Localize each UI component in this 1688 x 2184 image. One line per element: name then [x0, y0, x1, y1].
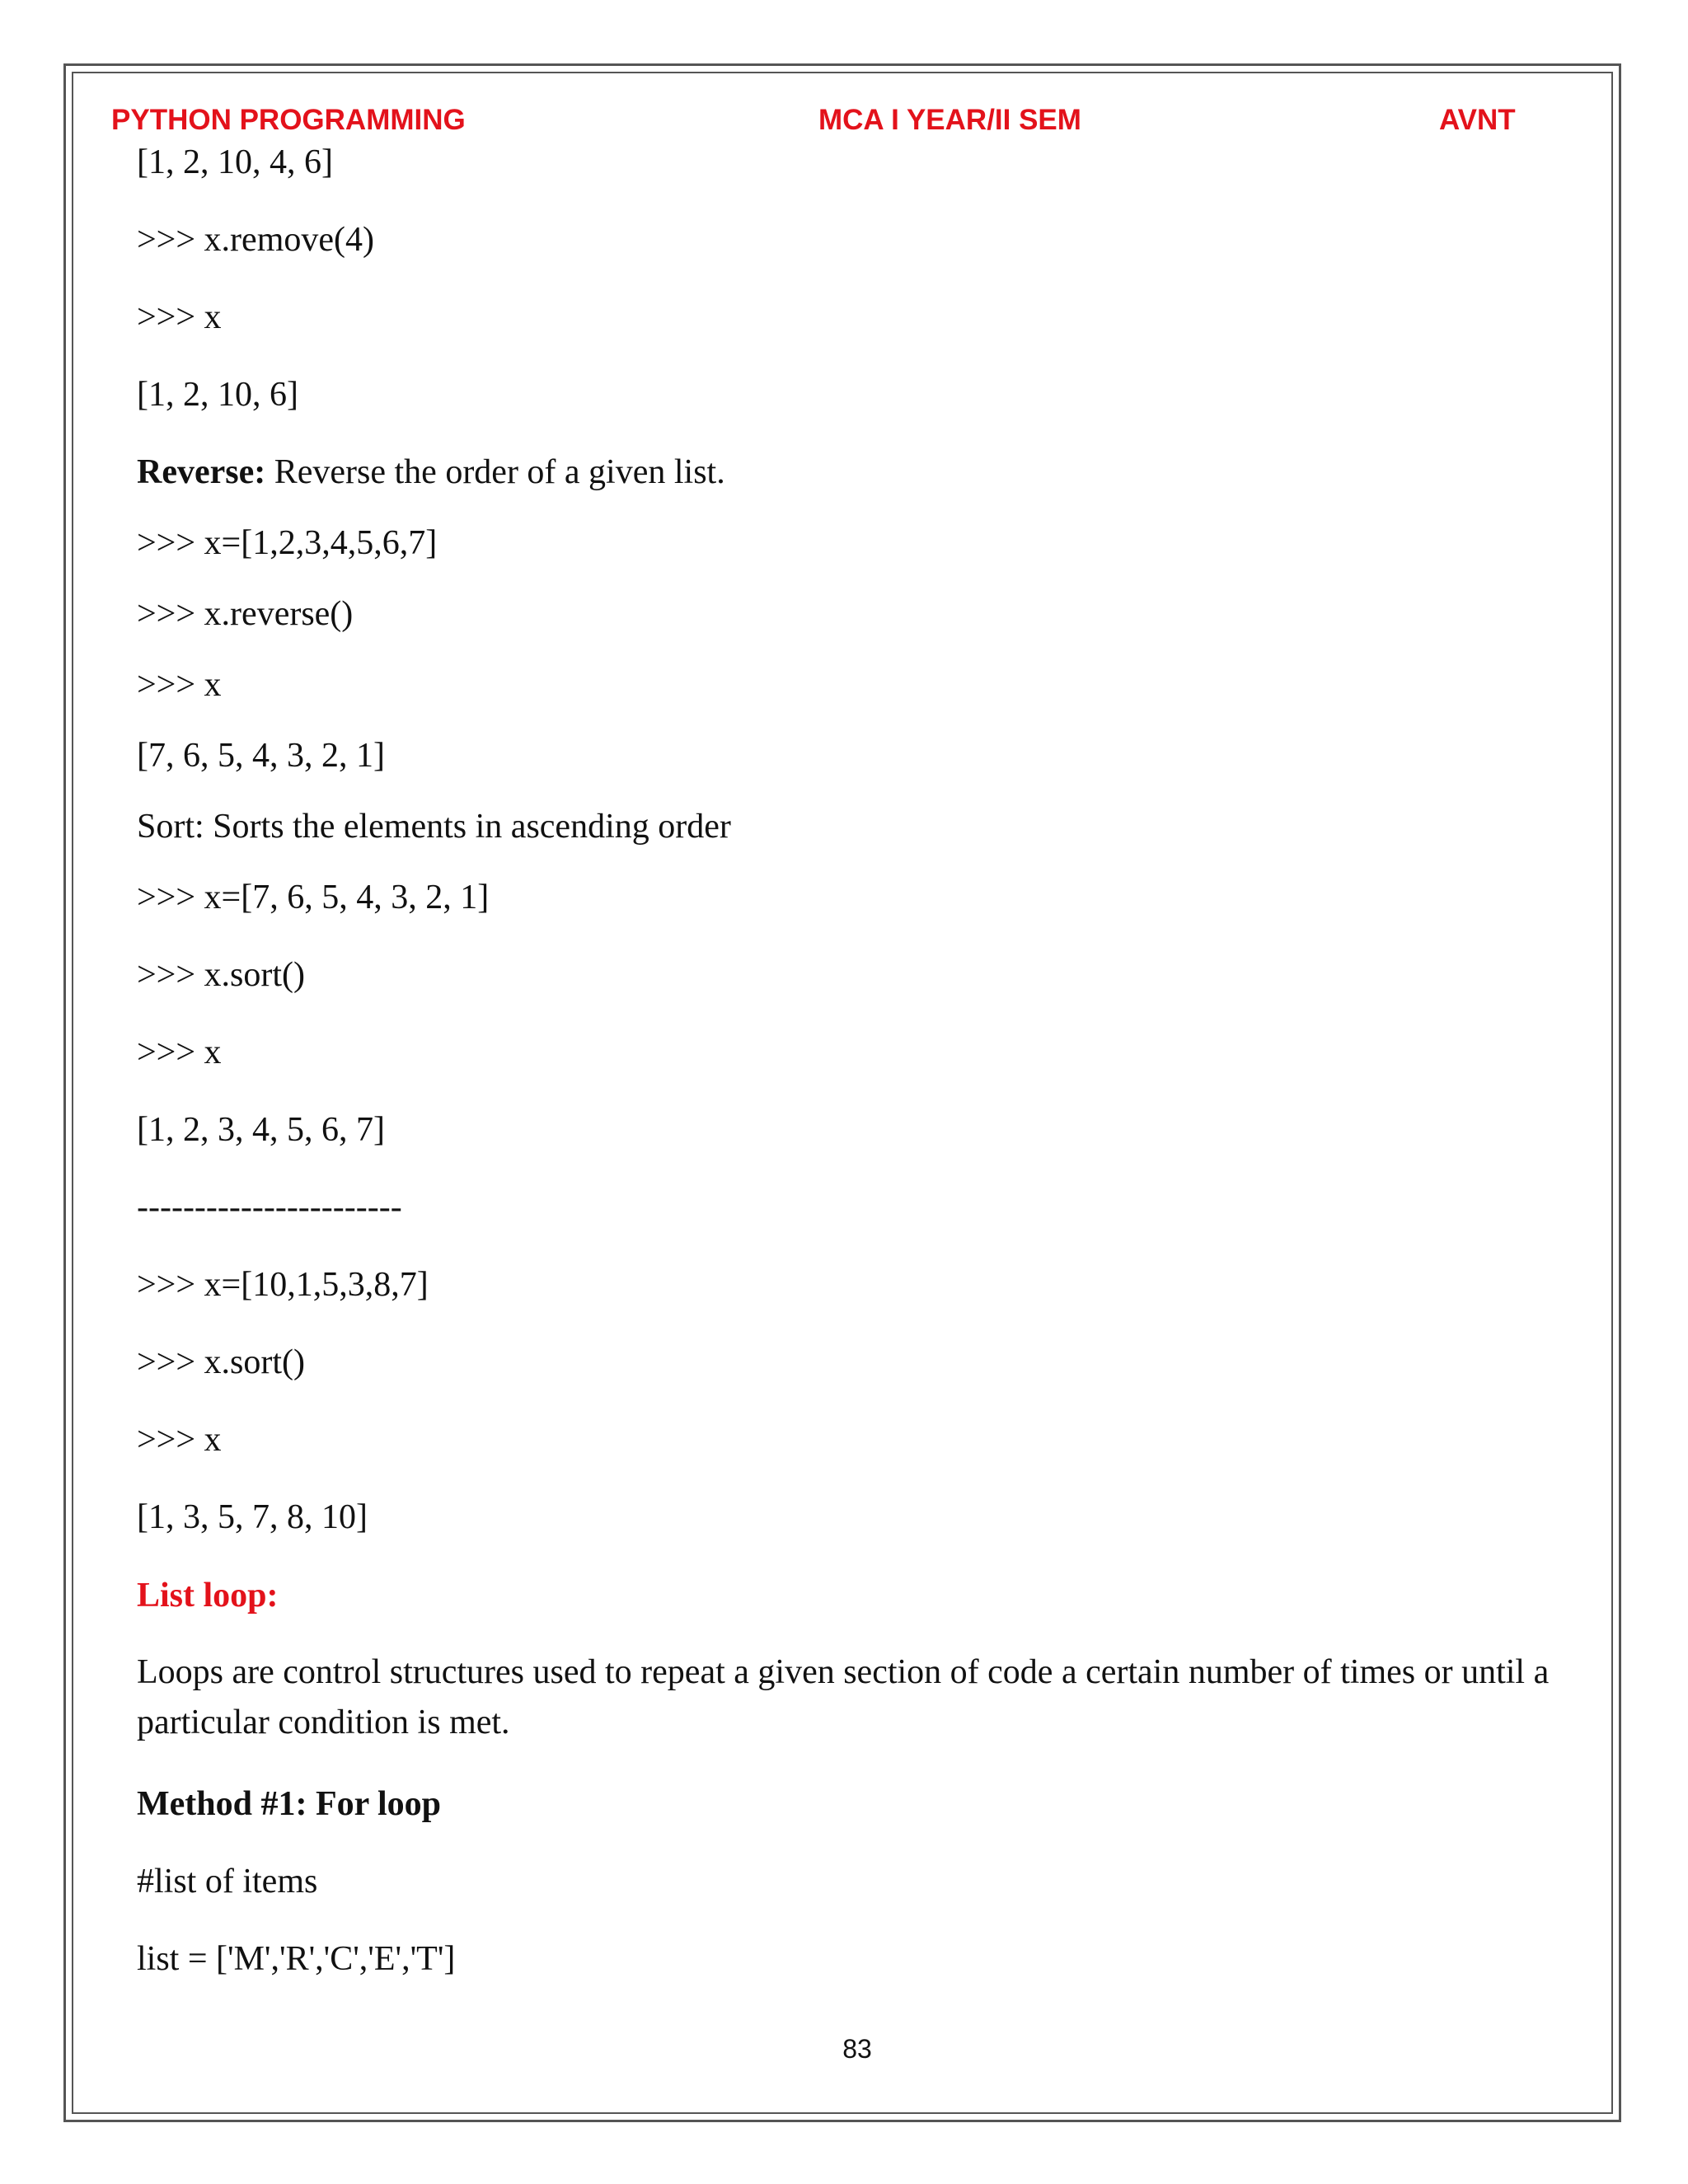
code-line: [1, 2, 10, 6] [137, 376, 298, 414]
code-line: [1, 2, 10, 4, 6] [137, 143, 333, 181]
method-heading: Method #1: For loop [137, 1785, 442, 1823]
code-line: >>> x [137, 1421, 222, 1459]
header-author: AVNT [1439, 104, 1516, 136]
header-course-title: PYTHON PROGRAMMING [111, 104, 466, 136]
code-line: >>> x.sort() [137, 1343, 306, 1381]
code-line: [7, 6, 5, 4, 3, 2, 1] [137, 737, 385, 775]
reverse-description [137, 455, 725, 490]
loops-paragraph: Loops are control structures used to repeat a given section of code a certain number of times or until a particular condition is met. [137, 1653, 1550, 1741]
sort-description: Sort: Sorts the elements in ascending order [137, 808, 731, 846]
code-line: >>> x.reverse() [137, 595, 354, 633]
code-line: list = ['M','R','C','E','T'] [137, 1940, 456, 1978]
separator-line: ----------------------- [137, 1188, 402, 1226]
code-line: [1, 3, 5, 7, 8, 10] [137, 1498, 368, 1536]
code-line: >>> x [137, 666, 222, 704]
header-semester: MCA I YEAR/II SEM [818, 104, 1081, 136]
code-line: >>> x=[1,2,3,4,5,6,7] [137, 524, 438, 562]
reverse-label: Reverse: [137, 453, 266, 491]
reverse-text: Reverse the order of a given list. [265, 453, 725, 491]
code-line: >>> x=[10,1,5,3,8,7] [137, 1266, 429, 1304]
code-line: >>> x [137, 1033, 222, 1071]
page-number: 83 [842, 2034, 872, 2064]
code-comment: #list of items [137, 1863, 318, 1900]
section-heading-list-loop: List loop: [137, 1577, 279, 1615]
code-line: >>> x [137, 298, 222, 336]
code-line: >>> x=[7, 6, 5, 4, 3, 2, 1] [137, 879, 490, 916]
code-line: >>> x.sort() [137, 956, 306, 994]
code-line: >>> x.remove(4) [137, 221, 374, 259]
code-line: [1, 2, 3, 4, 5, 6, 7] [137, 1111, 385, 1149]
